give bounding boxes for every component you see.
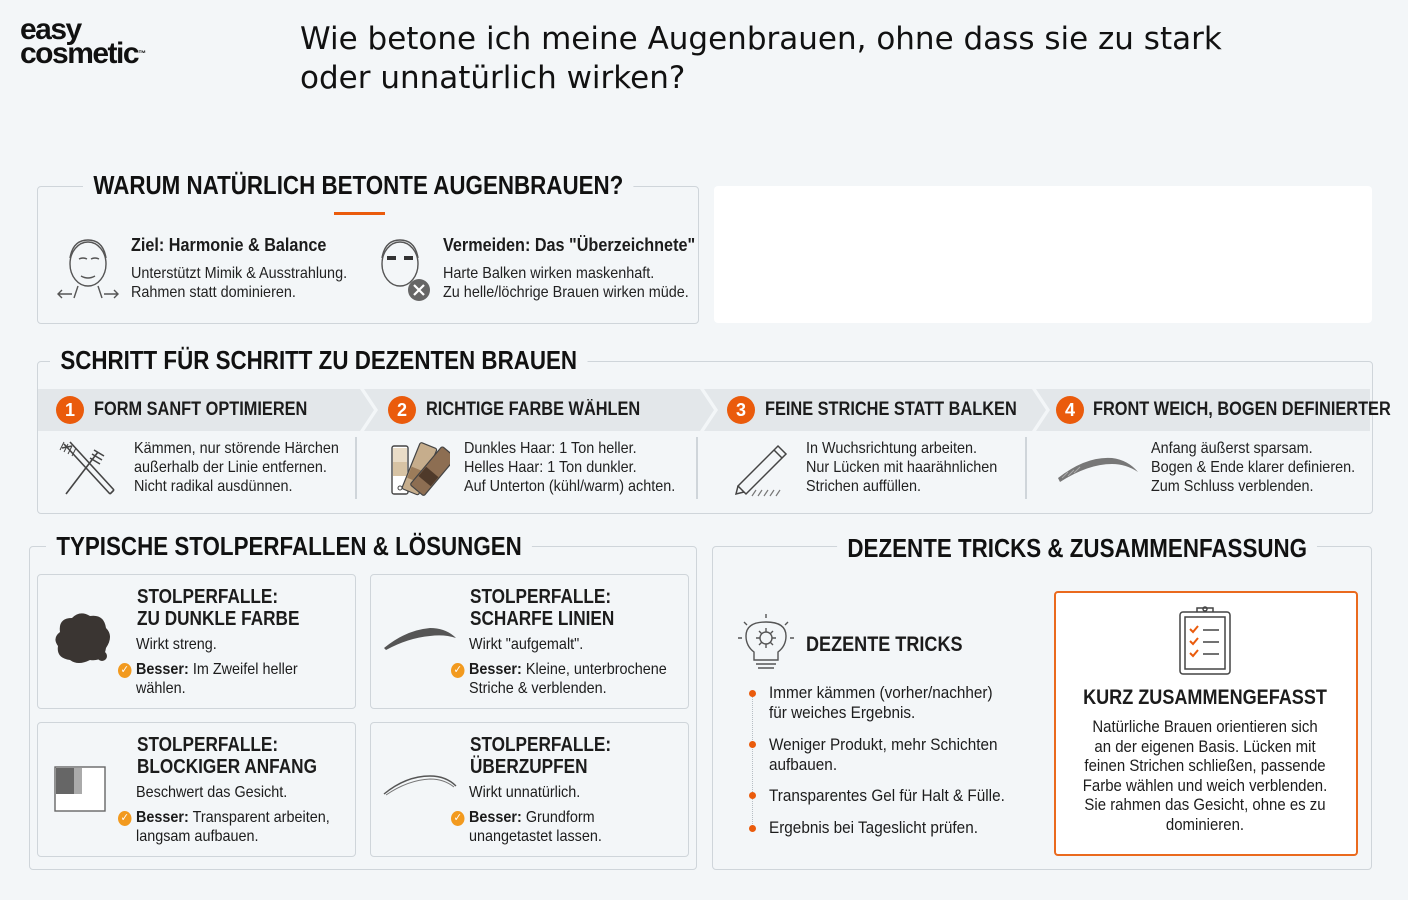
avoid-block	[443, 235, 723, 302]
pitfall-2-fix-line1: Kleine, unterbrochene	[525, 661, 667, 678]
pitfall-3-body	[118, 783, 330, 846]
page-title-line1: Wie betone ich meine Augenbrauen, ohne dass sie zu stark	[300, 21, 1222, 57]
blank-panel	[714, 186, 1372, 323]
step-3-line1: In Wuchsrichtung arbeiten.	[806, 440, 978, 457]
brand-line1: easy	[20, 13, 81, 46]
brush-tweezers-icon	[58, 440, 118, 500]
step-3-line2: Nur Lücken mit haarähnlichen	[806, 459, 998, 476]
pitfall-4-fix-line2: unangetastet lassen.	[469, 828, 602, 845]
steps-heading: SCHRITT FÜR SCHRITT ZU DEZENTEN BRAUEN	[50, 345, 587, 376]
thin-brow-icon	[382, 772, 458, 798]
trick-4	[769, 818, 978, 838]
pitfall-1-heading-line1: STOLPERFALLE:	[137, 586, 279, 608]
pitfall-3-fix	[118, 808, 330, 827]
step-2-label: RICHTIGE FARBE WÄHLEN	[426, 399, 641, 420]
step-3-line3: Strichen auffüllen.	[806, 478, 922, 495]
pitfall-3-fix-line1: Transparent arbeiten,	[192, 809, 330, 826]
brand-logo[interactable]	[20, 13, 190, 70]
trick-4-line1: Ergebnis bei Tageslicht prüfen.	[769, 818, 978, 837]
step-3-label: FEINE STRICHE STATT BALKEN	[765, 399, 1017, 420]
pitfall-4-better-label: Besser:	[469, 809, 522, 826]
summary-heading: KURZ ZUSAMMENGEFASST	[1083, 686, 1327, 709]
pitfall-3-heading-line2: BLOCKIGER ANFANG	[137, 756, 317, 778]
pitfall-4-heading-line1: STOLPERFALLE:	[470, 734, 612, 756]
pitfall-2-fix	[451, 660, 667, 679]
check-icon: ✓	[451, 811, 465, 826]
step-3-text	[806, 439, 997, 496]
step-2-line3: Auf Unterton (kühl/warm) achten.	[464, 478, 676, 495]
step-4-label: FRONT WEICH, BOGEN DEFINIERTER	[1093, 399, 1391, 420]
pitfall-1-fix-line1: Im Zweifel heller	[192, 661, 298, 678]
pitfall-3-effect: Beschwert das Gesicht.	[136, 784, 288, 801]
summary-line2: an der eigenen Basis. Lücken mit	[1094, 736, 1316, 756]
pitfall-4-heading-line2: ÜBERZUPFEN	[470, 756, 588, 778]
step-3-number: 3	[727, 396, 755, 424]
trick-bullet	[749, 741, 756, 748]
avoid-line1: Harte Balken wirken maskenhaft.	[443, 265, 655, 282]
lightbulb-gear-icon	[736, 612, 796, 674]
step-4-line1: Anfang äußerst sparsam.	[1151, 440, 1313, 457]
pitfall-1-body	[118, 635, 298, 698]
pitfall-1-heading-line2: ZU DUNKLE FARBE	[137, 608, 300, 630]
avoid-heading: Vermeiden: Das "Überzeichnete"	[443, 235, 696, 255]
page-title-line2: oder unnatürlich wirken?	[300, 60, 686, 96]
brand-line2: cosmetic™	[20, 37, 147, 70]
trick-3	[769, 786, 1005, 806]
pitfall-2-fix-line2: Striche & verblenden.	[469, 680, 607, 697]
trick-1	[769, 683, 993, 723]
gradient-block-icon	[54, 766, 106, 812]
trick-3-line1: Transparentes Gel für Halt & Fülle.	[769, 786, 1005, 805]
sharp-brow-icon	[382, 624, 458, 652]
face-overdrawn-icon	[372, 230, 434, 304]
summary-line5: Sie rahmen das Gesicht, ohne es zu	[1084, 795, 1326, 815]
pitfall-2-heading	[470, 586, 614, 630]
page-title	[300, 20, 1260, 98]
eyebrow-shape-icon	[1056, 452, 1140, 484]
trick-bullet	[749, 792, 756, 799]
pitfall-1-fix	[118, 660, 298, 679]
pitfall-2-better-label: Besser:	[469, 661, 522, 678]
pitfall-2-heading-line1: STOLPERFALLE:	[470, 586, 612, 608]
color-swatches-icon	[390, 440, 450, 498]
pitfall-2-effect: Wirkt "aufgemalt".	[469, 636, 584, 653]
summary-line3: feinen Strichen schließen, passende	[1084, 756, 1326, 776]
step-1-number: 1	[56, 396, 84, 424]
pitfall-2-body	[451, 635, 667, 698]
pitfall-1-heading	[137, 586, 299, 630]
goal-line1: Unterstützt Mimik & Ausstrahlung.	[131, 265, 348, 282]
why-heading: WARUM NATÜRLICH BETONTE AUGENBRAUEN?	[83, 170, 634, 201]
pitfall-3-heading-line1: STOLPERFALLE:	[137, 734, 279, 756]
face-balance-icon	[55, 232, 121, 304]
trick-2-line2: aufbauen.	[769, 755, 838, 774]
summary-line6: dominieren.	[1165, 814, 1245, 834]
step-divider-1	[355, 437, 357, 499]
pitfall-1-effect: Wirkt streng.	[136, 636, 217, 653]
goal-heading: Ziel: Harmonie & Balance	[131, 235, 327, 255]
trick-2-line1: Weniger Produkt, mehr Schichten	[769, 735, 998, 754]
check-icon: ✓	[451, 663, 465, 678]
step-divider-3	[1025, 437, 1027, 499]
pitfall-4-body	[451, 783, 602, 846]
pitfall-3-better-label: Besser:	[136, 809, 189, 826]
step-2-line2: Helles Haar: 1 Ton dunkler.	[464, 459, 637, 476]
goal-line2: Rahmen statt dominieren.	[131, 284, 296, 301]
trick-bullet	[749, 825, 756, 832]
pitfall-4-fix	[451, 808, 602, 827]
pitfall-1-fix-line2: wählen.	[136, 680, 186, 697]
step-4-line2: Bogen & Ende klarer definieren.	[1151, 459, 1356, 476]
brand-trademark: ™	[138, 49, 147, 58]
pencil-icon	[732, 442, 792, 498]
summary-line4: Farbe wählen und weich verblenden.	[1082, 775, 1328, 795]
pitfall-4-fix-line1: Grundform	[525, 809, 595, 826]
clipboard-checklist-icon	[1177, 604, 1233, 676]
pitfall-3-fix-line2: langsam aufbauen.	[136, 828, 259, 845]
why-heading-underline	[334, 212, 385, 215]
check-icon: ✓	[118, 811, 132, 826]
pitfall-4-effect: Wirkt unnatürlich.	[469, 784, 581, 801]
step-1-line2: außerhalb der Linie entfernen.	[134, 459, 327, 476]
pitfalls-heading: TYPISCHE STOLPERFALLEN & LÖSUNGEN	[46, 531, 532, 562]
pitfall-1-better-label: Besser:	[136, 661, 189, 678]
step-2-number: 2	[388, 396, 416, 424]
step-2-line1: Dunkles Haar: 1 Ton heller.	[464, 440, 637, 457]
avoid-line2: Zu helle/löchrige Brauen wirken müde.	[443, 284, 689, 301]
step-4-text	[1151, 439, 1355, 496]
trick-1-line1: Immer kämmen (vorher/nachher)	[769, 683, 993, 702]
summary-body	[1074, 717, 1336, 835]
step-1-line1: Kämmen, nur störende Härchen	[134, 440, 339, 457]
trick-1-line2: für weiches Ergebnis.	[769, 703, 916, 722]
goal-block	[131, 235, 371, 302]
step-1-text	[134, 439, 339, 496]
pitfall-3-heading	[137, 734, 317, 778]
check-icon: ✓	[118, 663, 132, 678]
step-1-label: FORM SANFT OPTIMIEREN	[94, 399, 308, 420]
trick-2	[769, 735, 997, 775]
tricks-heading: DEZENTE TRICKS & ZUSAMMENFASSUNG	[837, 533, 1317, 564]
step-1-line3: Nicht radikal ausdünnen.	[134, 478, 293, 495]
step-divider-2	[696, 437, 698, 499]
tricks-subheading: DEZENTE TRICKS	[806, 633, 963, 656]
pitfall-4-heading	[470, 734, 611, 778]
summary-line1: Natürliche Brauen orientieren sich	[1092, 717, 1318, 736]
dark-blob-icon	[52, 610, 114, 666]
trick-bullet	[749, 690, 756, 697]
tricks-timeline	[752, 695, 753, 830]
step-4-number: 4	[1056, 396, 1084, 424]
step-2-text	[464, 439, 675, 496]
pitfall-2-heading-line2: SCHARFE LINIEN	[470, 608, 615, 630]
step-4-line3: Zum Schluss verblenden.	[1151, 478, 1314, 495]
